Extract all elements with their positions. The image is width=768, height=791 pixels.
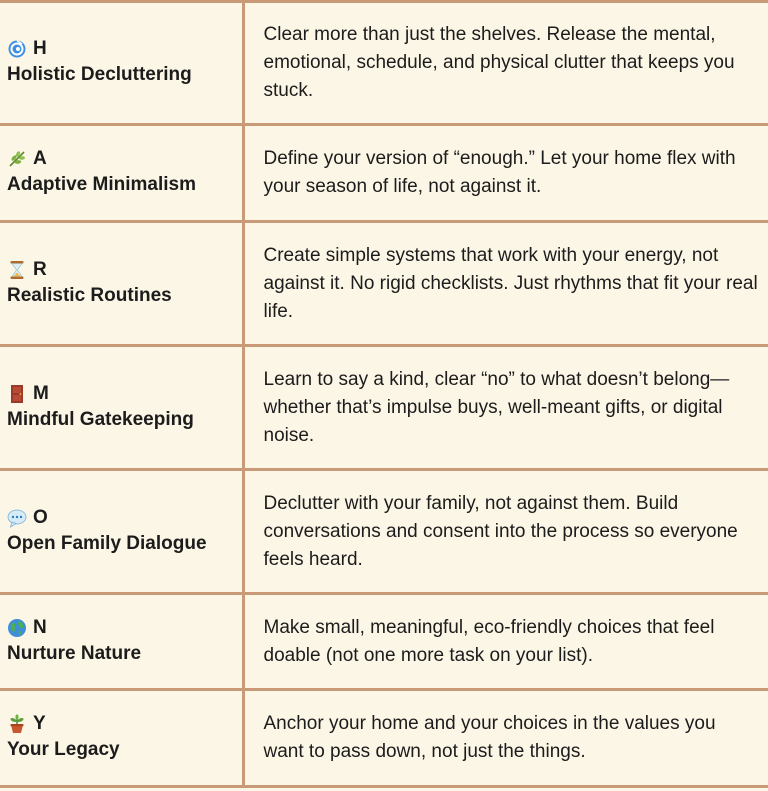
door-icon: [7, 384, 27, 404]
row-description: Anchor your home and your choices in the values you want to pass down, not just the things.: [263, 713, 716, 762]
row-letter: M: [33, 382, 49, 404]
term-cell: [0, 125, 243, 222]
cyclone-icon: [7, 39, 27, 59]
term-cell: [0, 346, 243, 470]
potted-plant-icon: [7, 714, 27, 734]
row-letter: H: [33, 38, 47, 59]
term-cell: [0, 2, 243, 125]
row-title: Open Family Dialogue: [7, 532, 207, 554]
table-row: [0, 125, 768, 222]
description-cell: [243, 222, 768, 346]
description-cell: [243, 594, 768, 690]
description-cell: [243, 346, 768, 470]
row-description: Learn to say a kind, clear “no” to what doesn’t belong—whether that’s impulse buys, well-meant gifts, or digital noise.: [263, 368, 730, 446]
row-description: Define your version of “enough.” Let your home flex with your season of life, not against it.: [263, 148, 736, 197]
table-row: [0, 594, 768, 690]
row-description: Declutter with your family, not against them. Build conversations and consent into the process so everyone feels heard.: [263, 492, 738, 570]
table-row: [0, 2, 768, 125]
table-row: [0, 690, 768, 787]
description-cell: [243, 470, 768, 594]
row-title: Holistic Decluttering: [7, 64, 192, 85]
row-title: Realistic Routines: [7, 284, 172, 306]
row-title: Nurture Nature: [7, 642, 142, 664]
term-cell: [0, 470, 243, 594]
row-letter: A: [33, 148, 47, 169]
row-letter: O: [33, 506, 48, 528]
table-row: [0, 470, 768, 594]
row-title: Adaptive Minimalism: [7, 174, 196, 195]
description-cell: [243, 125, 768, 222]
table-row: [0, 222, 768, 346]
herb-icon: [7, 149, 27, 169]
row-letter: R: [33, 258, 47, 280]
speech-bubble-icon: [7, 508, 27, 528]
description-cell: [243, 690, 768, 787]
row-description: Make small, meaningful, eco-friendly choices that feel doable (not one more task on your list).: [263, 616, 715, 666]
hourglass-icon: [7, 260, 27, 280]
table-row: [0, 346, 768, 470]
term-cell: [0, 690, 243, 787]
row-title: Your Legacy: [7, 739, 120, 760]
description-cell: [243, 2, 768, 125]
row-description: Create simple systems that work with your energy, not against it. No rigid checklists. Just rhythms that fit your real life.: [263, 244, 758, 322]
row-letter: N: [33, 616, 47, 638]
term-cell: [0, 222, 243, 346]
term-cell: [0, 594, 243, 690]
row-description: Clear more than just the shelves. Release the mental, emotional, schedule, and physical clutter that keeps you stuck.: [263, 24, 735, 101]
row-letter: Y: [33, 713, 46, 734]
globe-icon: [7, 618, 27, 638]
row-title: Mindful Gatekeeping: [7, 408, 194, 430]
